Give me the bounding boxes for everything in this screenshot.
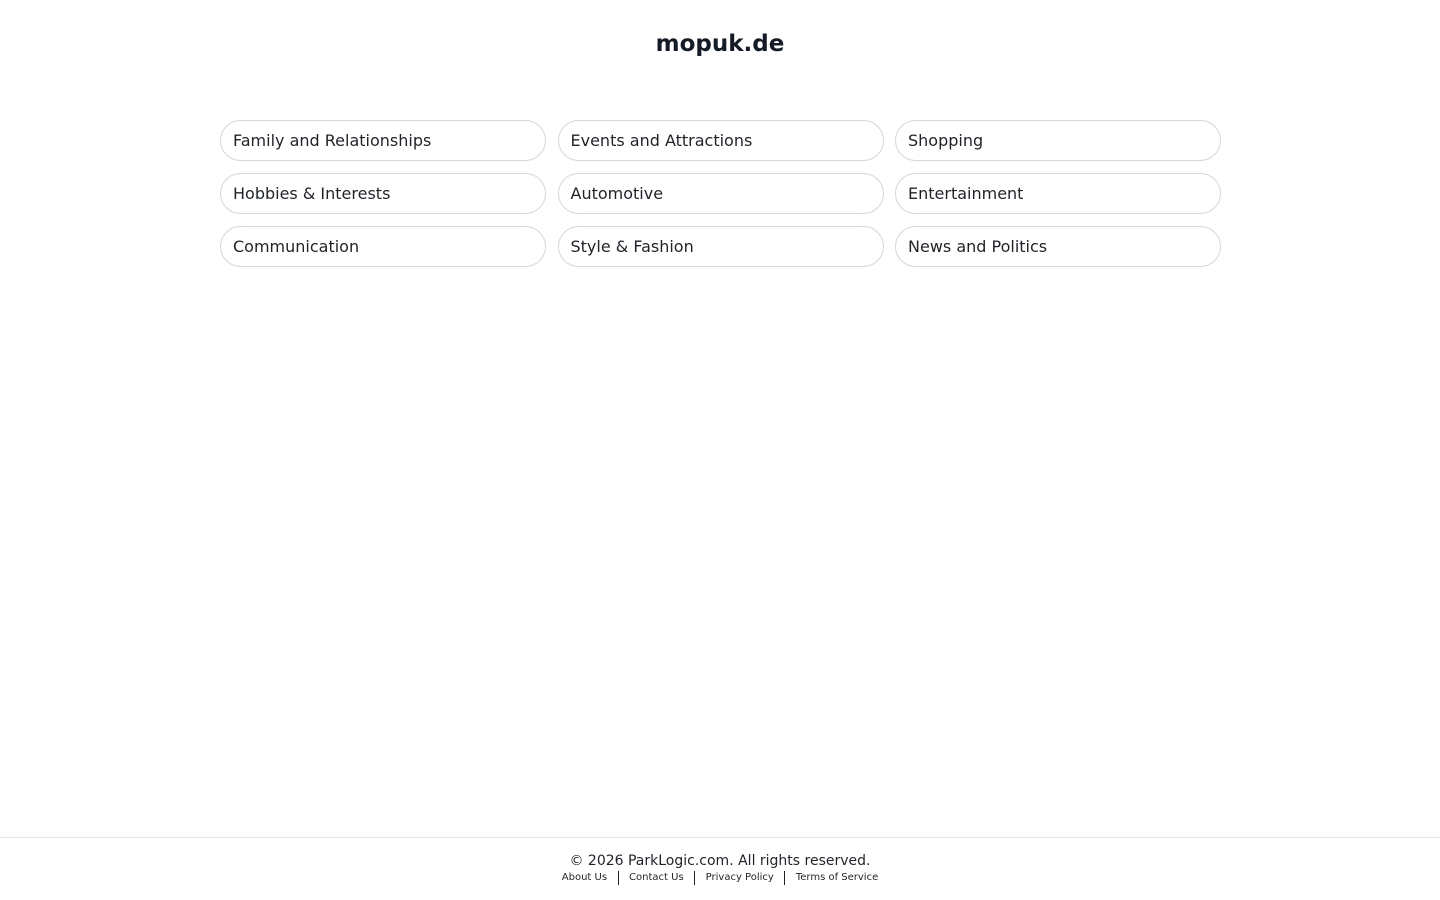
site-title: mopuk.de bbox=[655, 31, 785, 57]
category-automotive[interactable]: Automotive bbox=[558, 173, 884, 214]
copyright-text: © 2026 ParkLogic.com. All rights reserved. bbox=[569, 853, 871, 869]
category-entertainment[interactable]: Entertainment bbox=[895, 173, 1221, 214]
category-hobbies-and-interests[interactable]: Hobbies & Interests bbox=[220, 173, 546, 214]
contact-us-link[interactable]: Contact Us bbox=[629, 872, 684, 883]
footer-links bbox=[0, 871, 1440, 885]
about-us-link[interactable]: About Us bbox=[561, 872, 608, 883]
link-separator bbox=[618, 871, 619, 885]
category-family-and-relationships[interactable]: Family and Relationships bbox=[220, 120, 546, 161]
category-shopping[interactable]: Shopping bbox=[895, 120, 1221, 161]
link-separator bbox=[784, 871, 785, 885]
category-style-and-fashion[interactable]: Style & Fashion bbox=[558, 226, 884, 267]
category-events-and-attractions[interactable]: Events and Attractions bbox=[558, 120, 884, 161]
category-communication[interactable]: Communication bbox=[220, 226, 546, 267]
category-grid bbox=[220, 120, 1220, 267]
terms-of-service-link[interactable]: Terms of Service bbox=[795, 872, 879, 883]
footer bbox=[0, 837, 1440, 900]
privacy-policy-link[interactable]: Privacy Policy bbox=[705, 872, 774, 883]
category-news-and-politics[interactable]: News and Politics bbox=[895, 226, 1221, 267]
link-separator bbox=[694, 871, 695, 885]
